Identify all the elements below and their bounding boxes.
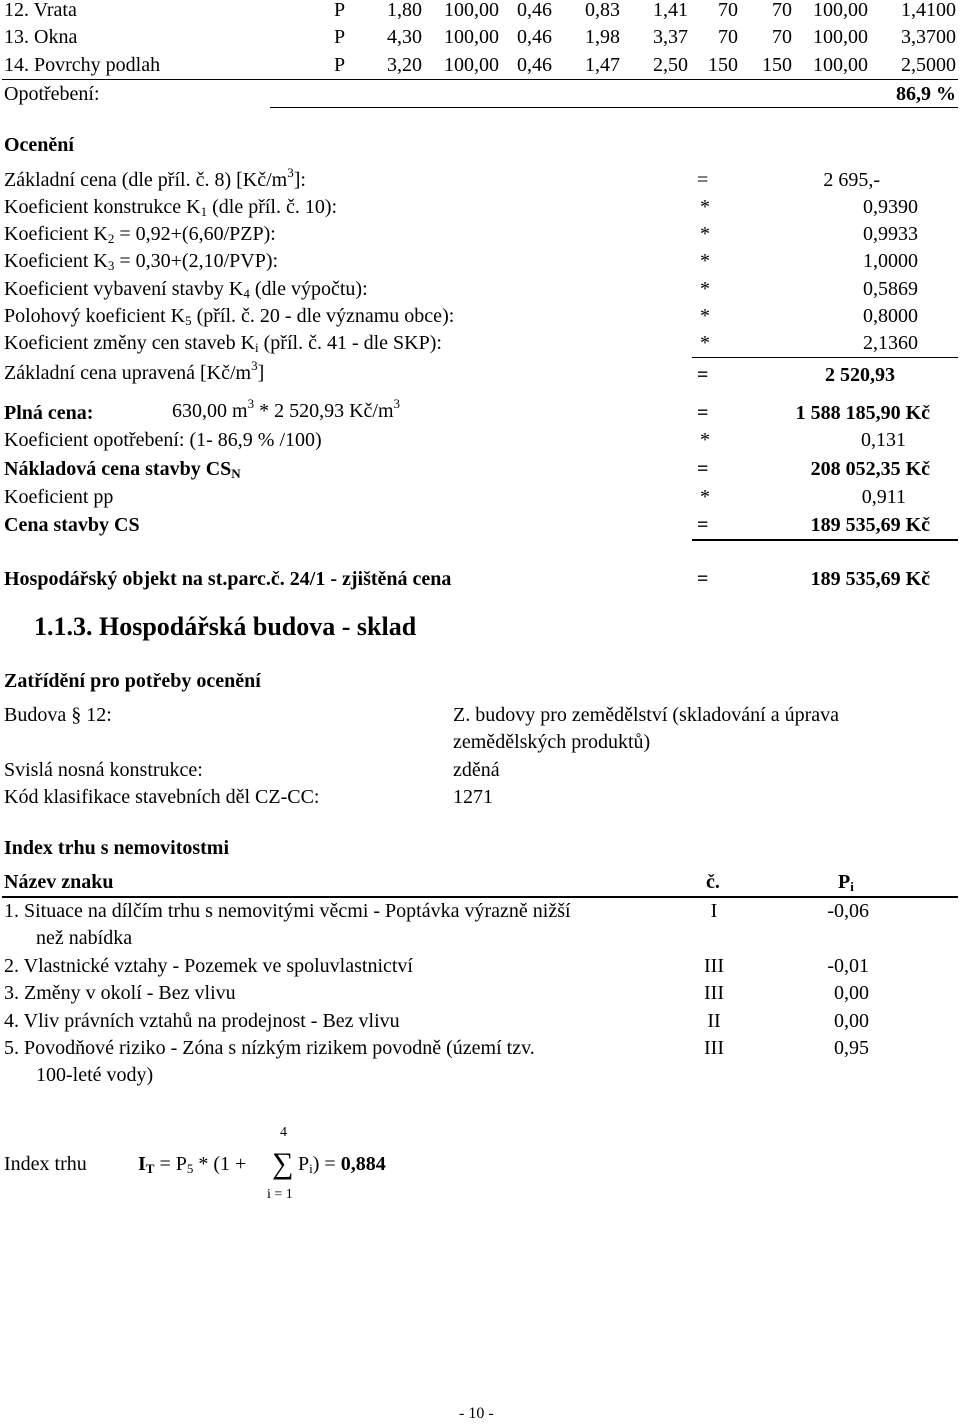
row-type: P xyxy=(334,0,346,21)
op: = xyxy=(697,568,709,590)
row-name: 14. Povrchy podlah xyxy=(4,54,161,76)
market-index-heading: Index trhu s nemovitostmi xyxy=(4,837,230,859)
row-c1: 3,20 xyxy=(387,54,422,76)
row-c9: 1,4100 xyxy=(901,0,956,21)
row-c7: 70 xyxy=(772,26,792,48)
code-value: 1271 xyxy=(453,786,493,808)
row-c3: 0,46 xyxy=(517,26,552,48)
row-c4: 1,98 xyxy=(585,26,620,48)
wear-coef-value: 0,131 xyxy=(861,429,906,451)
adjusted-label: Základní cena upravená $[Kč/m^3]$ xyxy=(4,358,265,384)
index-row-label: 4. Vliv právních vztahů na prodejnost - Bez vlivu xyxy=(4,1010,400,1032)
op: = xyxy=(697,169,709,191)
ki-value: 2,1360 xyxy=(863,332,918,354)
wear-label: Opotřebení: xyxy=(4,83,100,105)
index-row-no: III xyxy=(704,1037,724,1059)
op: = xyxy=(697,402,709,424)
section-title: 1.1.3. Hospodářská budova - sklad xyxy=(34,612,417,641)
structure-label: Svislá nosná konstrukce: xyxy=(4,759,203,781)
adjusted-value: 2 520,93 xyxy=(825,364,895,386)
row-c5: 1,41 xyxy=(653,0,688,21)
row-type: P xyxy=(334,54,346,76)
index-row-p: 0,00 xyxy=(834,1010,869,1032)
index-row-p: -0,06 xyxy=(827,900,869,922)
index-row-p: -0,01 xyxy=(827,955,869,977)
op: = xyxy=(697,514,709,536)
row-c8: 100,00 xyxy=(813,0,868,21)
structure-value: zděná xyxy=(453,759,500,781)
op: * xyxy=(700,278,710,300)
divider xyxy=(692,357,958,358)
cost-price-label: Nákladová cena stavby $CS_N$ xyxy=(4,458,241,481)
index-row-no: III xyxy=(704,982,724,1004)
row-c9: 3,3700 xyxy=(901,26,956,48)
base-price-label: Základní cena (dle příl. č. 8) $[Kč/m^3]$: xyxy=(4,165,306,191)
row-c8: 100,00 xyxy=(813,54,868,76)
formula-rest: $P_i) = 0,884$ xyxy=(298,1153,386,1176)
row-c7: 150 xyxy=(762,54,792,76)
building-value-cont: zemědělských produktů) xyxy=(453,731,651,753)
index-row-no: II xyxy=(707,1010,721,1032)
row-c1: 4,30 xyxy=(387,26,422,48)
row-name: 13. Okna xyxy=(4,26,78,48)
index-row-no: I xyxy=(710,900,718,922)
k5-label: Polohový koeficient $K_5$ (příl. č. 20 - dle významu obce): xyxy=(4,305,455,328)
k2-label: Koeficient $K_2 = 0,92+(6,60/PZP)$: xyxy=(4,223,276,246)
farm-label: Hospodářský objekt na st.parc.č. 24/1 - zjištěná cena xyxy=(4,568,452,590)
k2-value: 0,9933 xyxy=(863,223,918,245)
row-c1: 1,80 xyxy=(387,0,422,21)
divider xyxy=(2,79,958,80)
sum-lower: i = 1 xyxy=(267,1187,293,1202)
op: * xyxy=(700,250,710,272)
row-c7: 70 xyxy=(772,0,792,21)
cs-label: Cena stavby CS xyxy=(4,514,140,536)
cs-value: 189 535,69 Kč xyxy=(810,514,930,536)
op: = xyxy=(697,364,709,386)
col-p-header: $P_i$ xyxy=(838,871,854,894)
sigma-icon: ∑ xyxy=(272,1147,294,1180)
full-price-formula: 630,00 $m^3 * 2$ 520,93 $Kč/m^3$ xyxy=(172,396,400,422)
wear-value: 86,9 % xyxy=(896,83,956,105)
index-row-label: 1. Situace na dílčím trhu s nemovitými věcmi - Poptávka výrazně nižší xyxy=(4,900,571,922)
pp-value: 0,911 xyxy=(861,486,906,508)
k5-value: 0,8000 xyxy=(863,305,918,327)
index-row-no: III xyxy=(704,955,724,977)
formula-label: Index trhu xyxy=(4,1153,87,1175)
k4-value: 0,5869 xyxy=(863,278,918,300)
index-row-label: 2. Vlastnické vztahy - Pozemek ve spoluvlastnictví xyxy=(4,955,413,977)
page-number: - 10 - xyxy=(459,1405,494,1422)
row-c3: 0,46 xyxy=(517,0,552,21)
k1-label: Koeficient konstrukce $K_1$ (dle příl. č. 10): xyxy=(4,196,338,219)
row-c2: 100,00 xyxy=(444,54,499,76)
k3-value: 1,0000 xyxy=(863,250,918,272)
row-c3: 0,46 xyxy=(517,54,552,76)
op: * xyxy=(700,305,710,327)
col-name-header: Název znaku xyxy=(4,871,114,893)
pp-label: Koeficient pp xyxy=(4,486,114,508)
row-c6: 70 xyxy=(718,26,738,48)
row-c4: 1,47 xyxy=(585,54,620,76)
valuation-heading: Ocenění xyxy=(4,134,74,156)
op: * xyxy=(700,429,710,451)
cost-price-value: 208 052,35 Kč xyxy=(810,458,930,480)
index-row-label-cont: 100-leté vody) xyxy=(36,1064,154,1086)
building-label: Budova § 12: xyxy=(4,704,112,726)
wear-coef-label: Koeficient opotřebení: (1- 86,9 % /100) xyxy=(4,429,322,451)
index-row-label: 5. Povodňové riziko - Zóna s nízkým rizikem povodně (území tzv. xyxy=(4,1037,535,1059)
index-row-label-cont: než nabídka xyxy=(36,927,133,949)
formula-expression: $I_T = P_5 * (1$ + xyxy=(138,1153,247,1176)
k1-value: 0,9390 xyxy=(863,196,918,218)
row-c2: 100,00 xyxy=(444,26,499,48)
full-price-value: 1 588 185,90 Kč xyxy=(795,402,930,424)
row-c8: 100,00 xyxy=(813,26,868,48)
full-price-label: Plná cena: xyxy=(4,402,94,424)
index-row-label: 3. Změny v okolí - Bez vlivu xyxy=(4,982,236,1004)
divider xyxy=(2,896,958,898)
row-c2: 100,00 xyxy=(444,0,499,21)
k3-label: Koeficient $K_3 = 0,30+(2,10/PVP)$: xyxy=(4,250,279,273)
farm-value: 189 535,69 Kč xyxy=(810,568,930,590)
row-c6: 150 xyxy=(708,54,738,76)
classification-heading: Zatřídění pro potřeby ocenění xyxy=(4,670,261,692)
base-price-value: 2 695,- xyxy=(823,169,880,191)
row-c5: 3,37 xyxy=(653,26,688,48)
row-c6: 70 xyxy=(718,0,738,21)
sum-upper: 4 xyxy=(280,1125,287,1140)
op: * xyxy=(700,486,710,508)
op: * xyxy=(700,196,710,218)
k4-label: Koeficient vybavení stavby $K_4$ (dle výpočtu): xyxy=(4,278,368,301)
row-c4: 0,83 xyxy=(585,0,620,21)
ki-label: Koeficient změny cen staveb $K_i$ (příl. č. 41 - dle SKP): xyxy=(4,332,442,355)
index-row-p: 0,00 xyxy=(834,982,869,1004)
row-name: 12. Vrata xyxy=(4,0,77,21)
divider xyxy=(692,539,958,541)
op: * xyxy=(700,332,710,354)
op: * xyxy=(700,223,710,245)
divider xyxy=(270,107,958,108)
op: = xyxy=(697,458,709,480)
index-row-p: 0,95 xyxy=(834,1037,869,1059)
col-no-header: č. xyxy=(706,871,720,893)
row-c9: 2,5000 xyxy=(901,54,956,76)
row-c5: 2,50 xyxy=(653,54,688,76)
row-type: P xyxy=(334,26,346,48)
building-value: Z. budovy pro zemědělství (skladování a úprava xyxy=(453,704,839,726)
code-label: Kód klasifikace stavebních děl CZ-CC: xyxy=(4,786,320,808)
